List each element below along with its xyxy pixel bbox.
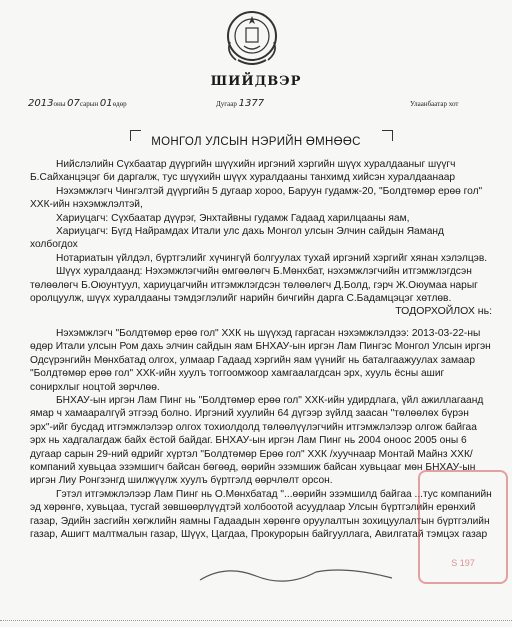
date-year: 2013 xyxy=(28,98,54,109)
paragraph: Хариуцагч: Сүхбаатар дүүрэг, Энхтайвны гудамж Гадаад харилцааны яам, xyxy=(56,212,410,224)
red-stamp xyxy=(418,470,508,584)
paragraph: Нийслэлийн Сүхбаатар дүүргийн шүүхийн иргэний хэргийн шүүх хуралдааныг шүүгч Б.Сайханцэцэг би даргалж, тус шүүхийн шүүх хуралдааны танхимд хийсэн хуралдаанаар xyxy=(30,159,456,184)
document-date xyxy=(28,98,127,109)
paragraph: Хариуцагч: Бүгд Найрамдах Итали улс дахь Монгол улсын Элчин сайдын Яаманд холбогдох xyxy=(30,226,444,251)
document-title: ШИЙДВЭР xyxy=(210,74,302,89)
document-meta-line xyxy=(0,98,512,114)
date-day-suffix: өдөр xyxy=(112,100,127,108)
paragraph: Гэтэл итгэмжлэлээр Лам Пинг нь О.Мөнхбатад "...өөрийн эзэмшилд байгаа ...тус компанийн эд хөрөнгө, хувьцаа, тусгай зөвшөөрлүүдтэй холбоотой асуудлаар Улсын бүртгэлийн ерөнхий газар, Эдийн засгийн хөгжлийн яамны Гадаадын хөрөнгө оруулалтын зохицуулалтын бүртгэлийн газар, Ашигт малтмалын газар, Шүүх, Цагдаа, Прокурорын байгууллага, Авилгатай тэмцэх газар xyxy=(30,488,492,540)
date-month: 07 xyxy=(67,98,80,109)
date-day: 01 xyxy=(99,98,113,109)
document-number-value: 1377 xyxy=(238,98,265,109)
stamp-text: S 197 xyxy=(451,558,475,568)
state-emblem-icon xyxy=(222,6,282,70)
paragraph: БНХАУ-ын иргэн Лам Пинг нь "Болдтөмөр ерөө гол" ХХК-ийн удирдлага, үйл ажиллагаанд ямар ч хамааралгүй этгээд болно. Иргэний хуулийн 64 дүгээр зүйлд заасан "төлөөлөх бүрэн эрх"-ийг бусдад итгэмжлэлээр олгох тохиолдолд төлөөлүүлэгчийн итгэмжлэлээр олгож байгаа эрх нь хадгалагдаж байх ёстой байдаг. БНХАУ-ын иргэн Лам Пинг нь 2004 оноос 2005 оны 6 дугаар сарын 29-ний өдрийг хүртэл "Болдтөмөр Ерөө гол" ХХК /хуучнаар Монтай Майнз ХХК/ компаний хувьцаа эзэмшигч байсан бөгөөд, өөрийн эзэмшиж байсан хувьцааг мөн БНХАУ-ын иргэн Лиу Ронгзэнгд шилжүүлж хуулъ бүртгэлд өөрчлөлт орсон. xyxy=(30,394,484,487)
date-year-suffix: оны xyxy=(53,100,66,108)
date-month-suffix: сарын xyxy=(79,100,99,108)
footer-divider xyxy=(0,620,512,627)
signature-scribble xyxy=(196,560,396,588)
resolve-label: ТОДОРХОЙЛОХ нь: xyxy=(395,305,492,318)
paragraph: Нэхэмжлэгч "Болдтөмөр ерөө гол" ХХК нь шүүхэд гаргасан нэхэмжлэлдээ: 2013-03-22-ны өдөр Итали улсын Ром дахь элчин сайдын яам БНХАУ-ын иргэн Лам Пингэс Монгол Улсын иргэн Одсүрэнгийн Мөнхбатад олгох, улмаар Гадаад хэргийн яам үүнийг нь баталгаажуулах замаар "Болдтөмөр ерөө гол" ХХК-ийн хуулъ тоггоомжоор хамгаалагдсан эрх, хууль ёсны ашиг сонирхлыг ноцтой зөрчлөө. xyxy=(30,327,491,393)
paragraph: Нэхэмжлэгч Чингэлтэй дүүргийн 5 дугаар хороо, Баруун гудамж-20, "Болдтөмөр ерөө гол" ХХК-ийн нэхэмжлэлтэй, xyxy=(30,185,483,211)
document-number xyxy=(216,98,264,109)
document-heading: МОНГОЛ УЛСЫН НЭРИЙН ӨМНӨӨС xyxy=(151,136,361,148)
document-number-label: Дугаар xyxy=(216,100,237,108)
paragraph: Шүүх хуралдаанд: Нэхэмжлэгчийн өмгөөлөгч Б.Мөнхбат, нэхэмжлэгчийн итгэмжлэгдсэн төлөөлөгч Б.Оюунтуул, хариуцагчийн итгэмжлэгдсэн төлөөлөгч Д.Болд, гэрч Ж.Оюумаа нарыг оролцуулж, шүүх хуралдааны тэмдэглэлийг нарийн бичгийн дарга С.Бадамцэцэг хөтлөв. xyxy=(30,266,478,305)
paragraph: Нотариатын үйлдэл, бүртгэлийг хүчингүй болгуулах тухай иргэний хэргийг хянан хэлэлцэв. xyxy=(56,252,488,264)
document-city: Улаанбаатар хот xyxy=(410,100,459,108)
